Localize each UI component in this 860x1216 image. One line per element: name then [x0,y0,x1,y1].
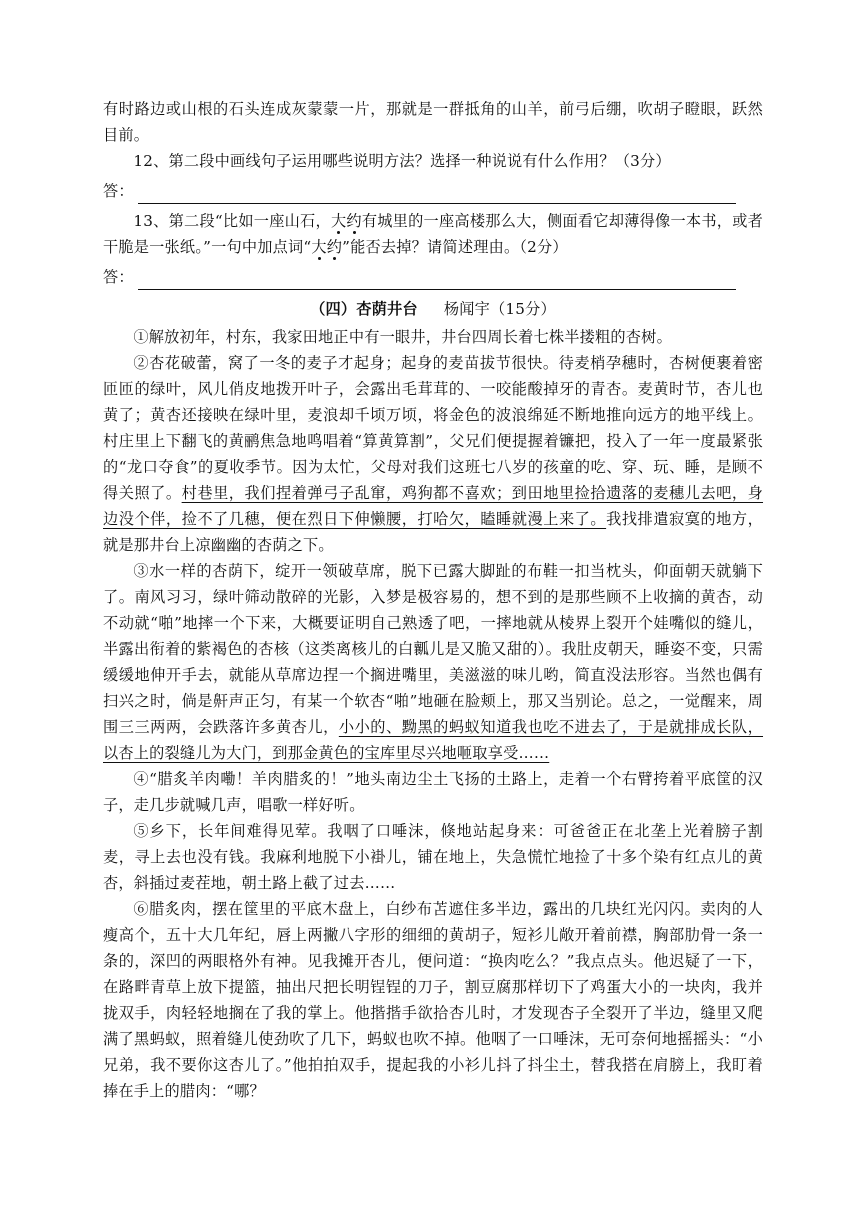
q13-after: ”能否去掉？请简述理由。（2分） [342,238,568,256]
answer-12-label: 答： [103,182,134,200]
q13-middle: 有城里的一座高楼那么大，侧面看它却薄得像一本书，或者干脆是一张纸。”一句中加点词“ [103,212,764,256]
answer-12 [103,176,763,204]
q13-dot-char-3: 大 [311,238,327,256]
answer-13-label: 答： [103,268,134,286]
paragraph-3-main: ③水一样的杏荫下，绽开一领破草席，脱下已露大脚趾的布鞋一扣当枕头，仰面朝天就躺下了。南风习习，绿叶筛动散碎的光影，入梦是极容易的，想不到的是那些顾不上收摘的黄杏，动不动就“啪”地摔一个下来，大概要证明自己熟透了吧，一摔地就从棱界上裂开个娃嘴似的缝儿，半露出衔着的紫褐色的杏核（这类离核儿的白瓤儿是又脆又甜的）。我肚皮朝天，睡姿不变，只需缓缓地伸开手去，就能从草席边捏一个搁进嘴里，美滋滋的味儿哟，简直没法形容。当然也偶有扫兴之时，倘是鼾声正匀，有某一个软杏“啪”地砸在脸颊上，那又当别论。总之，一觉醒来，周围三三两两，会跌落许多黄杏儿， [103,562,763,736]
document-page [103,96,763,1104]
section-title-text: （四）杏荫井台 [310,300,418,318]
answer-12-line[interactable] [138,185,736,204]
paragraph-6: ⑥腊炙肉，摆在筐里的平底木盘上，白纱布苫遮住多半边，露出的几块红光闪闪。卖肉的人瘦高个，五十大几年纪，唇上两撇八字形的细细的黄胡子，短衫儿敞开着前襟，胸部肋骨一条一条的，深凹的两眼格外有神。见我摊开杏儿，便问道：“换肉吃么？”我点点头。他迟疑了一下，在路畔青草上放下提篮，抽出尺把长明锃锃的刀子，割豆腐那样切下了鸡蛋大小的一块肉，我并拢双手，肉轻轻地搁在了我的掌上。他揩揩手欲拾杏儿时，才发现杏子全裂开了半边，缝里又爬满了黑蚂蚁，照着缝儿使劲吹了几下，蚂蚁也吹不掉。他咽了一口唾沫，无可奈何地摇摇头：“小兄弟，我不要你这杏儿了。”他拍拍双手，提起我的小衫儿抖了抖尘土，替我搭在肩膀上，我盯着捧在手上的腊肉：“哪？ [103,900,763,1100]
paragraph-2-underlined-sentence: 村巷里，我们捏着弹弓子乱窜，鸡狗都不喜欢；到田地里捡拾遗落的麦穗儿去吧，身边没个伴，捡不了几穗，便在烈日下伸懒腰，打哈欠，瞌睡就漫上来了。 [103,484,764,528]
paragraph-1: ①解放初年，村东，我家田地正中有一眼井，井台四周长着七株半搂粗的杏树。 [133,328,672,346]
intro-paragraph: 有时路边或山根的石头连成灰蒙蒙一片，那就是一群抵角的山羊，前弓后绷，吹胡子瞪眼，跃然目前。 [103,100,763,144]
question-13 [103,208,763,260]
question-12: 12、第二段中画线句子运用哪些说明方法？选择一种说说有什么作用？（3分） [133,152,671,170]
q13-dot-char-4: 约 [326,238,343,256]
section-author: 杨闻宇 [443,300,490,318]
answer-13-line[interactable] [138,271,736,290]
paragraph-4: ④“腊炙羊肉嘞！羊肉腊炙的！”地头南边尘土飞扬的土路上，走着一个右臂挎着平底筐的汉子，走几步就喊几声，唱歌一样好听。 [103,770,763,814]
q13-dot-char-2: 约 [346,212,362,230]
section-score: （15分） [490,300,556,318]
section-title [103,296,763,322]
paragraph-3 [103,558,763,766]
paragraph-5: ⑤乡下，长年间难得见荤。我咽了口唾沫，倏地站起身来：可爸爸正在北垄上光着膀子割麦，寻上去也没有钱。我麻利地脱下小褂儿，铺在地上，失急慌忙地捡了十多个染有红点儿的黄杏，斜插过麦茬地，朝土路上截了过去…… [103,822,763,892]
paragraph-2-main: ②杏花破蕾，窝了一冬的麦子才起身；起身的麦苗拔节很快。待麦梢孕穗时，杏树便裹着密匝匝的绿叶，风儿俏皮地拨开叶子，会露出毛茸茸的、一咬能酸掉牙的青杏。麦黄时节，杏儿也黄了；黄杏还接映在绿叶里，麦浪却千顷万顷，将金色的波浪绵延不断地推向远方的地平线上。村庄里上下翻飞的黄鹂焦急地鸣唱着“算黄算割”，父兄们便提握着镰把，投入了一年一度最紧张的“龙口夺食”的夏收季节。因为太忙，父母对我们这班七八岁的孩童的吃、穿、玩、睡，是顾不得关照了。 [103,354,763,502]
paragraph-2-end: 我找排遣寂寞的地方，就是那井台上凉幽幽的杏荫之下。 [103,510,763,554]
paragraph-2 [103,350,763,558]
q13-dot-char-1: 大 [330,212,347,230]
q13-before: 13、第二段“比如一座山石， [133,212,331,230]
paragraph-3-underlined-sentence: 小小的、黝黑的蚂蚁知道我也吃不进去了，于是就排成长队，以杏上的裂缝儿为大门，到那金黄色的宝库里尽兴地咂取享受…… [103,718,764,762]
answer-13 [103,262,763,290]
